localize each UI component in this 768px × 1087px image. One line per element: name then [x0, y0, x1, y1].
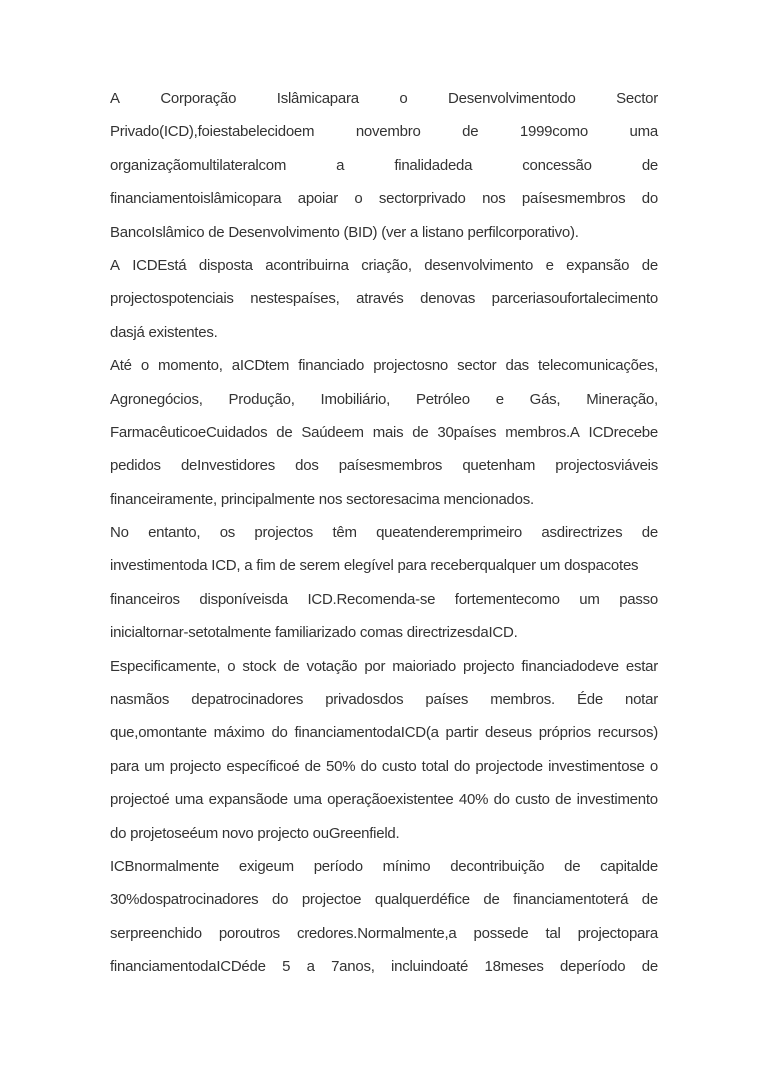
- word: expansãode: [208, 791, 288, 809]
- word: do: [360, 757, 377, 775]
- word: parceriasoufortalecimento: [491, 290, 658, 308]
- word: Privado(ICD),foiestabelecidoem: [110, 123, 315, 141]
- word: um: [579, 590, 600, 608]
- word: o: [649, 757, 658, 775]
- word: acontribuirna: [265, 256, 349, 274]
- word: têm: [332, 524, 357, 542]
- word: estar: [625, 657, 658, 675]
- word: Imobiliário,: [320, 390, 391, 408]
- word: por: [364, 657, 386, 675]
- word: do: [641, 190, 658, 208]
- word: de: [483, 891, 500, 909]
- word: expansão: [566, 256, 630, 274]
- text-line: [110, 222, 658, 244]
- text-line: [110, 188, 658, 210]
- text-line: [110, 923, 658, 945]
- word: organizaçãomultilateralcom: [110, 156, 287, 174]
- word: stock: [242, 657, 277, 675]
- word: custo: [381, 757, 417, 775]
- word: ICDEstá: [132, 256, 187, 274]
- text-line: [110, 155, 658, 177]
- word: 7anos,: [331, 958, 375, 976]
- word: de: [641, 156, 658, 174]
- word: Produção,: [228, 390, 295, 408]
- word: qualquerdéfice: [374, 891, 470, 909]
- word: de: [641, 891, 658, 909]
- word: asdirectrizes: [541, 524, 623, 542]
- word: novembro: [355, 123, 421, 141]
- word: 30países: [437, 423, 497, 441]
- word: de: [283, 657, 300, 675]
- text-line: [110, 422, 658, 444]
- word: e: [545, 256, 554, 274]
- word: financiamentodaICDéde: [110, 958, 266, 976]
- word: projectospotenciais: [110, 290, 234, 308]
- text-line: [110, 889, 658, 911]
- word: de: [641, 958, 658, 976]
- word: financeiros: [110, 590, 180, 608]
- word: membros.A: [505, 423, 580, 441]
- word: um: [144, 757, 165, 775]
- word: Saúdeem: [301, 423, 364, 441]
- word: do: [272, 891, 289, 909]
- word: passo: [619, 590, 658, 608]
- text-line: [110, 722, 658, 744]
- word: depatrocinadores: [191, 691, 304, 709]
- text-line: [110, 322, 658, 344]
- text-line: [110, 823, 658, 845]
- word: investimentoda ICD, a fim de serem elegível para receberqualquer um dospacotes: [110, 557, 639, 575]
- word: uma: [174, 791, 204, 809]
- word: uma: [293, 791, 322, 809]
- paragraph: [110, 355, 658, 511]
- word: paísesmembros: [521, 190, 626, 208]
- word: projectode: [475, 757, 543, 775]
- word: projecto: [169, 757, 222, 775]
- word: próprios: [538, 724, 591, 742]
- word: sectorprivado: [378, 190, 466, 208]
- paragraph: [110, 88, 658, 244]
- word: finalidadeda: [394, 156, 473, 174]
- word: projectopara: [577, 924, 658, 942]
- word: decontribuição: [450, 857, 545, 875]
- text-line: [110, 622, 658, 644]
- word: 18meses: [484, 958, 544, 976]
- word: ICBnormalmente: [110, 857, 220, 875]
- text-line: [110, 88, 658, 110]
- word: do projetoseéum novo projecto ouGreenfield.: [110, 824, 400, 842]
- word: partir: [445, 724, 479, 742]
- word: financiamentodaICD(a: [294, 724, 439, 742]
- word: custo: [515, 791, 550, 809]
- word: de: [304, 757, 321, 775]
- text-line: [110, 555, 658, 577]
- word: deseus: [485, 724, 532, 742]
- word: incluindoaté: [391, 958, 469, 976]
- word: que,omontante: [110, 724, 207, 742]
- word: 30%dospatrocinadores: [110, 891, 259, 909]
- word: apoiar: [297, 190, 338, 208]
- word: a: [336, 156, 345, 174]
- word: inicialtornar-setotalmente familiarizado comas directrizesdaICD.: [110, 624, 518, 642]
- word: máximo: [213, 724, 265, 742]
- text-line: [110, 255, 658, 277]
- word: o: [354, 190, 363, 208]
- word: dos: [295, 457, 319, 475]
- word: 50%: [326, 757, 356, 775]
- word: denovas: [420, 290, 476, 308]
- word: fortementecomo: [454, 590, 560, 608]
- word: Gás,: [529, 390, 561, 408]
- word: Até: [110, 357, 132, 375]
- word: disponíveisda: [199, 590, 288, 608]
- text-line: [110, 656, 658, 678]
- word: projectoé: [110, 791, 170, 809]
- word: financiadodeve: [521, 657, 619, 675]
- word: Éde: [576, 691, 603, 709]
- word: projectoe: [301, 891, 362, 909]
- text-line: [110, 689, 658, 711]
- word: nos: [482, 190, 506, 208]
- word: uma: [629, 123, 658, 141]
- word: 40%: [458, 791, 489, 809]
- text-line: [110, 856, 658, 878]
- text-line: [110, 956, 658, 978]
- word: financiado: [298, 357, 365, 375]
- text-line: [110, 522, 658, 544]
- word: total: [421, 757, 449, 775]
- word: projecto: [462, 657, 515, 675]
- text-line: [110, 589, 658, 611]
- word: Islâmicapara: [276, 90, 359, 107]
- word: de: [555, 791, 572, 809]
- word: de: [641, 256, 658, 274]
- word: 5: [282, 958, 291, 976]
- word: projectosno: [373, 357, 449, 375]
- word: entanto,: [148, 524, 201, 542]
- word: de: [641, 524, 658, 542]
- word: recursos): [597, 724, 658, 742]
- word: sector: [457, 357, 497, 375]
- word: possede: [473, 924, 529, 942]
- word: deperíodo: [560, 958, 626, 976]
- word: financeiramente, principalmente nos sectoresacima mencionados.: [110, 490, 534, 508]
- word: concessão: [522, 156, 592, 174]
- word: projectos: [254, 524, 314, 542]
- word: privadosdos: [325, 691, 404, 709]
- word: credores.Normalmente,a: [296, 924, 457, 942]
- word: do: [271, 724, 288, 742]
- text-line: [110, 389, 658, 411]
- word: países: [425, 691, 469, 709]
- paragraph: [110, 856, 658, 979]
- paragraph: [110, 255, 658, 344]
- word: momento,: [157, 357, 223, 375]
- word: ICDrecebe: [588, 423, 658, 441]
- word: nestespaíses,: [250, 290, 340, 308]
- text-line: [110, 756, 658, 778]
- word: a: [306, 958, 315, 976]
- word: e: [495, 390, 504, 408]
- word: criação,: [361, 256, 412, 274]
- word: FarmacêuticoeCuidados: [110, 423, 268, 441]
- word: o: [399, 90, 408, 107]
- text-line: [110, 288, 658, 310]
- word: financiamentoterá: [513, 891, 629, 909]
- word: exigeum: [238, 857, 294, 875]
- word: Sector: [616, 90, 658, 107]
- word: telecomunicações,: [538, 357, 658, 375]
- word: mais: [372, 423, 404, 441]
- word: deInvestidores: [180, 457, 275, 475]
- word: queatenderemprimeiro: [376, 524, 523, 542]
- word: operaçãoexistentee: [327, 791, 454, 809]
- word: investimentose: [548, 757, 645, 775]
- text-line: [110, 489, 658, 511]
- word: através: [356, 290, 404, 308]
- word: específicoé: [226, 757, 300, 775]
- paragraph: [110, 522, 658, 645]
- word: paísesmembros: [338, 457, 443, 475]
- word: Petróleo: [415, 390, 470, 408]
- word: desenvolvimento: [424, 256, 534, 274]
- text-line: [110, 355, 658, 377]
- word: poroutros: [218, 924, 280, 942]
- word: dasjá existentes.: [110, 323, 218, 341]
- word: Agronegócios,: [110, 390, 203, 408]
- paragraph: [110, 656, 658, 845]
- word: investimento: [576, 791, 658, 809]
- word: tal: [545, 924, 561, 942]
- word: 1999como: [519, 123, 588, 141]
- word: aICDtem: [231, 357, 290, 375]
- word: para: [110, 757, 140, 775]
- word: das: [505, 357, 529, 375]
- text-line: [110, 789, 658, 811]
- word: ICD.Recomenda-se: [307, 590, 436, 608]
- word: Especificamente,: [110, 657, 221, 675]
- text-line: [110, 121, 658, 143]
- word: serpreenchido: [110, 924, 202, 942]
- document-page: [110, 88, 658, 990]
- word: maioriado: [392, 657, 456, 675]
- word: capitalde: [600, 857, 658, 875]
- word: do: [493, 791, 510, 809]
- word: de: [412, 423, 429, 441]
- word: Mineração,: [586, 390, 658, 408]
- word: BancoIslâmico de Desenvolvimento (BID) (ver a listano perfilcorporativo).: [110, 223, 579, 241]
- word: nasmãos: [110, 691, 170, 709]
- word: disposta: [198, 256, 253, 274]
- word: pedidos: [110, 457, 161, 475]
- word: mínimo: [382, 857, 431, 875]
- word: Corporação: [160, 90, 237, 107]
- word: os: [219, 524, 236, 542]
- word: Desenvolvimentodo: [448, 90, 576, 107]
- word: de: [276, 423, 293, 441]
- word: quetenham: [462, 457, 536, 475]
- word: A: [110, 256, 120, 274]
- word: membros.: [490, 691, 555, 709]
- text-line: [110, 455, 658, 477]
- word: do: [453, 757, 471, 775]
- word: o: [227, 657, 236, 675]
- word: projectosviáveis: [555, 457, 658, 475]
- word: período: [313, 857, 363, 875]
- word: de: [462, 123, 479, 141]
- word: A: [110, 90, 120, 107]
- word: votação: [306, 657, 358, 675]
- word: notar: [625, 691, 658, 709]
- word: o: [140, 357, 149, 375]
- word: financiamentoislâmicopara: [110, 190, 282, 208]
- word: de: [564, 857, 581, 875]
- word: No: [110, 524, 129, 542]
